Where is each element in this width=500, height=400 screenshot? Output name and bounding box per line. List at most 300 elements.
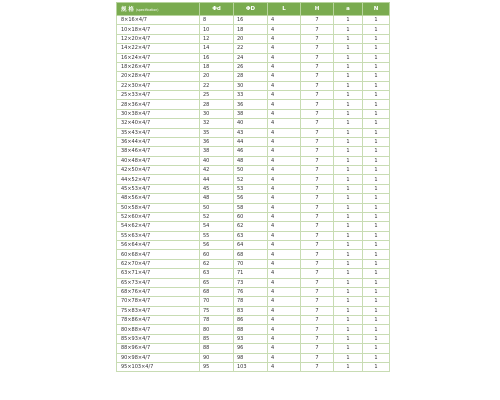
cell-n: 1 <box>363 44 390 53</box>
cell-h: 7 <box>301 344 334 353</box>
cell-l: 4 <box>268 287 301 296</box>
cell-inner-diameter: 95 <box>200 362 234 371</box>
cell-n: 1 <box>363 34 390 43</box>
cell-h: 7 <box>301 72 334 81</box>
table-row <box>117 334 390 343</box>
table-row <box>117 278 390 287</box>
cell-inner-diameter: 54 <box>200 222 234 231</box>
cell-l: 4 <box>268 222 301 231</box>
cell-l: 4 <box>268 362 301 371</box>
table-header-row <box>117 3 390 16</box>
cell-n: 1 <box>363 353 390 362</box>
cell-n: 1 <box>363 241 390 250</box>
cell-spec: 42×50×4/7 <box>117 166 200 175</box>
cell-a: 1 <box>334 325 363 334</box>
table-row <box>117 44 390 53</box>
table-row <box>117 287 390 296</box>
cell-spec: 68×76×4/7 <box>117 287 200 296</box>
cell-spec: 70×78×4/7 <box>117 297 200 306</box>
header-a: a <box>334 3 363 16</box>
cell-spec: 35×43×4/7 <box>117 128 200 137</box>
cell-l: 4 <box>268 16 301 25</box>
cell-spec: 95×103×4/7 <box>117 362 200 371</box>
table-row <box>117 259 390 268</box>
cell-spec: 18×26×4/7 <box>117 62 200 71</box>
cell-n: 1 <box>363 259 390 268</box>
cell-a: 1 <box>334 353 363 362</box>
cell-outer-diameter: 44 <box>234 137 268 146</box>
cell-spec: 56×64×4/7 <box>117 241 200 250</box>
cell-spec: 38×46×4/7 <box>117 147 200 156</box>
cell-n: 1 <box>363 53 390 62</box>
cell-spec: 48×56×4/7 <box>117 194 200 203</box>
cell-inner-diameter: 90 <box>200 353 234 362</box>
cell-n: 1 <box>363 344 390 353</box>
cell-n: 1 <box>363 231 390 240</box>
cell-outer-diameter: 46 <box>234 147 268 156</box>
cell-a: 1 <box>334 91 363 100</box>
cell-inner-diameter: 56 <box>200 241 234 250</box>
cell-h: 7 <box>301 62 334 71</box>
table-row <box>117 128 390 137</box>
cell-n: 1 <box>363 81 390 90</box>
table-row <box>117 166 390 175</box>
cell-a: 1 <box>334 16 363 25</box>
cell-h: 7 <box>301 334 334 343</box>
cell-n: 1 <box>363 147 390 156</box>
cell-inner-diameter: 8 <box>200 16 234 25</box>
cell-l: 4 <box>268 203 301 212</box>
cell-a: 1 <box>334 25 363 34</box>
cell-a: 1 <box>334 53 363 62</box>
cell-n: 1 <box>363 194 390 203</box>
table-row <box>117 250 390 259</box>
cell-l: 4 <box>268 34 301 43</box>
cell-l: 4 <box>268 344 301 353</box>
cell-spec: 75×83×4/7 <box>117 306 200 315</box>
cell-outer-diameter: 36 <box>234 100 268 109</box>
cell-l: 4 <box>268 72 301 81</box>
cell-outer-diameter: 50 <box>234 166 268 175</box>
cell-inner-diameter: 12 <box>200 34 234 43</box>
table-row <box>117 81 390 90</box>
table-row <box>117 325 390 334</box>
cell-inner-diameter: 44 <box>200 175 234 184</box>
cell-h: 7 <box>301 194 334 203</box>
cell-n: 1 <box>363 316 390 325</box>
table-row <box>117 156 390 165</box>
cell-h: 7 <box>301 25 334 34</box>
cell-inner-diameter: 45 <box>200 184 234 193</box>
cell-a: 1 <box>334 203 363 212</box>
cell-inner-diameter: 70 <box>200 297 234 306</box>
cell-n: 1 <box>363 72 390 81</box>
cell-inner-diameter: 18 <box>200 62 234 71</box>
cell-outer-diameter: 78 <box>234 297 268 306</box>
cell-outer-diameter: 64 <box>234 241 268 250</box>
cell-l: 4 <box>268 334 301 343</box>
cell-inner-diameter: 60 <box>200 250 234 259</box>
cell-a: 1 <box>334 184 363 193</box>
cell-h: 7 <box>301 81 334 90</box>
cell-a: 1 <box>334 81 363 90</box>
table-row <box>117 194 390 203</box>
cell-inner-diameter: 55 <box>200 231 234 240</box>
cell-h: 7 <box>301 44 334 53</box>
cell-a: 1 <box>334 147 363 156</box>
cell-spec: 55×63×4/7 <box>117 231 200 240</box>
table-row <box>117 344 390 353</box>
cell-l: 4 <box>268 259 301 268</box>
cell-spec: 78×86×4/7 <box>117 316 200 325</box>
cell-a: 1 <box>334 250 363 259</box>
table-row <box>117 175 390 184</box>
cell-outer-diameter: 63 <box>234 231 268 240</box>
cell-outer-diameter: 103 <box>234 362 268 371</box>
cell-outer-diameter: 30 <box>234 81 268 90</box>
cell-spec: 25×33×4/7 <box>117 91 200 100</box>
cell-spec: 90×98×4/7 <box>117 353 200 362</box>
cell-spec: 85×93×4/7 <box>117 334 200 343</box>
cell-h: 7 <box>301 362 334 371</box>
cell-a: 1 <box>334 259 363 268</box>
cell-a: 1 <box>334 175 363 184</box>
cell-inner-diameter: 88 <box>200 344 234 353</box>
header-spec-label: 规 格 <box>121 7 134 13</box>
table-row <box>117 100 390 109</box>
cell-n: 1 <box>363 137 390 146</box>
cell-a: 1 <box>334 316 363 325</box>
cell-h: 7 <box>301 325 334 334</box>
cell-a: 1 <box>334 241 363 250</box>
cell-outer-diameter: 38 <box>234 109 268 118</box>
table-row <box>117 16 390 25</box>
cell-outer-diameter: 22 <box>234 44 268 53</box>
table-row <box>117 109 390 118</box>
cell-outer-diameter: 16 <box>234 16 268 25</box>
table-row <box>117 306 390 315</box>
cell-n: 1 <box>363 306 390 315</box>
cell-inner-diameter: 63 <box>200 269 234 278</box>
cell-a: 1 <box>334 128 363 137</box>
cell-l: 4 <box>268 147 301 156</box>
cell-h: 7 <box>301 156 334 165</box>
cell-outer-diameter: 48 <box>234 156 268 165</box>
cell-l: 4 <box>268 109 301 118</box>
cell-a: 1 <box>334 137 363 146</box>
cell-h: 7 <box>301 119 334 128</box>
cell-spec: 40×48×4/7 <box>117 156 200 165</box>
table-row <box>117 222 390 231</box>
cell-l: 4 <box>268 184 301 193</box>
cell-n: 1 <box>363 269 390 278</box>
cell-spec: 36×44×4/7 <box>117 137 200 146</box>
cell-inner-diameter: 40 <box>200 156 234 165</box>
cell-a: 1 <box>334 100 363 109</box>
header-l: L <box>268 3 301 16</box>
cell-spec: 50×58×4/7 <box>117 203 200 212</box>
cell-a: 1 <box>334 62 363 71</box>
header-spec <box>117 3 200 16</box>
cell-h: 7 <box>301 231 334 240</box>
cell-inner-diameter: 42 <box>200 166 234 175</box>
cell-n: 1 <box>363 175 390 184</box>
table-row <box>117 72 390 81</box>
cell-a: 1 <box>334 156 363 165</box>
cell-l: 4 <box>268 316 301 325</box>
cell-h: 7 <box>301 241 334 250</box>
cell-outer-diameter: 40 <box>234 119 268 128</box>
cell-h: 7 <box>301 147 334 156</box>
table-row <box>117 137 390 146</box>
cell-a: 1 <box>334 287 363 296</box>
table-row <box>117 119 390 128</box>
cell-n: 1 <box>363 297 390 306</box>
cell-inner-diameter: 10 <box>200 25 234 34</box>
cell-inner-diameter: 22 <box>200 81 234 90</box>
cell-spec: 44×52×4/7 <box>117 175 200 184</box>
cell-n: 1 <box>363 109 390 118</box>
cell-spec: 22×30×4/7 <box>117 81 200 90</box>
table-row <box>117 212 390 221</box>
cell-a: 1 <box>334 269 363 278</box>
cell-l: 4 <box>268 53 301 62</box>
cell-inner-diameter: 20 <box>200 72 234 81</box>
cell-l: 4 <box>268 44 301 53</box>
cell-outer-diameter: 62 <box>234 222 268 231</box>
cell-h: 7 <box>301 297 334 306</box>
cell-l: 4 <box>268 25 301 34</box>
cell-outer-diameter: 58 <box>234 203 268 212</box>
cell-h: 7 <box>301 16 334 25</box>
cell-n: 1 <box>363 91 390 100</box>
cell-h: 7 <box>301 306 334 315</box>
cell-spec: 16×24×4/7 <box>117 53 200 62</box>
cell-outer-diameter: 68 <box>234 250 268 259</box>
cell-a: 1 <box>334 278 363 287</box>
cell-h: 7 <box>301 316 334 325</box>
cell-spec: 32×40×4/7 <box>117 119 200 128</box>
cell-inner-diameter: 78 <box>200 316 234 325</box>
cell-l: 4 <box>268 241 301 250</box>
cell-h: 7 <box>301 259 334 268</box>
cell-inner-diameter: 14 <box>200 44 234 53</box>
cell-l: 4 <box>268 353 301 362</box>
table-row <box>117 25 390 34</box>
table-row <box>117 353 390 362</box>
cell-spec: 20×28×4/7 <box>117 72 200 81</box>
cell-outer-diameter: 28 <box>234 72 268 81</box>
cell-spec: 88×96×4/7 <box>117 344 200 353</box>
cell-inner-diameter: 25 <box>200 91 234 100</box>
cell-spec: 45×53×4/7 <box>117 184 200 193</box>
cell-l: 4 <box>268 81 301 90</box>
cell-inner-diameter: 32 <box>200 119 234 128</box>
cell-outer-diameter: 76 <box>234 287 268 296</box>
table-body <box>117 16 390 372</box>
cell-a: 1 <box>334 334 363 343</box>
cell-inner-diameter: 65 <box>200 278 234 287</box>
cell-outer-diameter: 24 <box>234 53 268 62</box>
cell-outer-diameter: 33 <box>234 91 268 100</box>
cell-l: 4 <box>268 119 301 128</box>
cell-n: 1 <box>363 203 390 212</box>
cell-h: 7 <box>301 53 334 62</box>
cell-n: 1 <box>363 100 390 109</box>
cell-spec: 52×60×4/7 <box>117 212 200 221</box>
cell-n: 1 <box>363 212 390 221</box>
header-spec-sub: (specification) <box>135 8 159 12</box>
cell-a: 1 <box>334 344 363 353</box>
cell-spec: 54×62×4/7 <box>117 222 200 231</box>
table-row <box>117 362 390 371</box>
cell-inner-diameter: 35 <box>200 128 234 137</box>
cell-spec: 12×20×4/7 <box>117 34 200 43</box>
cell-a: 1 <box>334 306 363 315</box>
cell-h: 7 <box>301 34 334 43</box>
cell-l: 4 <box>268 212 301 221</box>
cell-spec: 62×70×4/7 <box>117 259 200 268</box>
cell-h: 7 <box>301 100 334 109</box>
cell-a: 1 <box>334 194 363 203</box>
cell-h: 7 <box>301 269 334 278</box>
cell-l: 4 <box>268 306 301 315</box>
cell-outer-diameter: 98 <box>234 353 268 362</box>
cell-a: 1 <box>334 34 363 43</box>
cell-inner-diameter: 38 <box>200 147 234 156</box>
cell-l: 4 <box>268 91 301 100</box>
cell-h: 7 <box>301 353 334 362</box>
cell-outer-diameter: 18 <box>234 25 268 34</box>
table-row <box>117 147 390 156</box>
cell-l: 4 <box>268 166 301 175</box>
cell-h: 7 <box>301 222 334 231</box>
cell-inner-diameter: 62 <box>200 259 234 268</box>
cell-a: 1 <box>334 72 363 81</box>
cell-l: 4 <box>268 100 301 109</box>
cell-inner-diameter: 36 <box>200 137 234 146</box>
cell-h: 7 <box>301 109 334 118</box>
cell-n: 1 <box>363 156 390 165</box>
cell-inner-diameter: 80 <box>200 325 234 334</box>
spec-table <box>116 2 390 372</box>
cell-a: 1 <box>334 222 363 231</box>
cell-a: 1 <box>334 166 363 175</box>
table-row <box>117 91 390 100</box>
cell-a: 1 <box>334 297 363 306</box>
header-n: N <box>363 3 390 16</box>
header-h: H <box>301 3 334 16</box>
cell-n: 1 <box>363 25 390 34</box>
cell-spec: 80×88×4/7 <box>117 325 200 334</box>
table-row <box>117 34 390 43</box>
cell-outer-diameter: 60 <box>234 212 268 221</box>
cell-spec: 14×22×4/7 <box>117 44 200 53</box>
cell-spec: 60×68×4/7 <box>117 250 200 259</box>
cell-n: 1 <box>363 166 390 175</box>
cell-n: 1 <box>363 334 390 343</box>
cell-outer-diameter: 86 <box>234 316 268 325</box>
table-row <box>117 53 390 62</box>
cell-outer-diameter: 71 <box>234 269 268 278</box>
cell-h: 7 <box>301 287 334 296</box>
cell-h: 7 <box>301 91 334 100</box>
cell-n: 1 <box>363 250 390 259</box>
header-outer-diameter: ΦD <box>234 3 268 16</box>
cell-outer-diameter: 96 <box>234 344 268 353</box>
cell-spec: 8×16×4/7 <box>117 16 200 25</box>
cell-h: 7 <box>301 128 334 137</box>
table-row <box>117 297 390 306</box>
cell-h: 7 <box>301 278 334 287</box>
table-row <box>117 316 390 325</box>
table-row <box>117 231 390 240</box>
cell-n: 1 <box>363 278 390 287</box>
cell-n: 1 <box>363 325 390 334</box>
cell-n: 1 <box>363 128 390 137</box>
table-row <box>117 241 390 250</box>
cell-inner-diameter: 30 <box>200 109 234 118</box>
cell-a: 1 <box>334 212 363 221</box>
cell-outer-diameter: 53 <box>234 184 268 193</box>
cell-spec: 65×73×4/7 <box>117 278 200 287</box>
spec-table-container <box>116 2 389 372</box>
cell-a: 1 <box>334 231 363 240</box>
cell-l: 4 <box>268 278 301 287</box>
cell-h: 7 <box>301 166 334 175</box>
cell-a: 1 <box>334 44 363 53</box>
table-row <box>117 269 390 278</box>
cell-l: 4 <box>268 194 301 203</box>
cell-outer-diameter: 70 <box>234 259 268 268</box>
header-inner-diameter: Φd <box>200 3 234 16</box>
cell-h: 7 <box>301 203 334 212</box>
cell-inner-diameter: 85 <box>200 334 234 343</box>
cell-l: 4 <box>268 231 301 240</box>
cell-outer-diameter: 43 <box>234 128 268 137</box>
cell-spec: 63×71×4/7 <box>117 269 200 278</box>
cell-h: 7 <box>301 137 334 146</box>
cell-spec: 10×18×4/7 <box>117 25 200 34</box>
table-row <box>117 203 390 212</box>
cell-inner-diameter: 48 <box>200 194 234 203</box>
cell-l: 4 <box>268 128 301 137</box>
table-row <box>117 62 390 71</box>
cell-inner-diameter: 16 <box>200 53 234 62</box>
cell-outer-diameter: 73 <box>234 278 268 287</box>
cell-l: 4 <box>268 325 301 334</box>
cell-outer-diameter: 56 <box>234 194 268 203</box>
cell-n: 1 <box>363 222 390 231</box>
cell-spec: 30×38×4/7 <box>117 109 200 118</box>
cell-spec: 28×36×4/7 <box>117 100 200 109</box>
cell-a: 1 <box>334 362 363 371</box>
cell-outer-diameter: 20 <box>234 34 268 43</box>
cell-outer-diameter: 93 <box>234 334 268 343</box>
cell-l: 4 <box>268 62 301 71</box>
cell-h: 7 <box>301 212 334 221</box>
cell-l: 4 <box>268 250 301 259</box>
cell-n: 1 <box>363 287 390 296</box>
cell-l: 4 <box>268 175 301 184</box>
cell-outer-diameter: 83 <box>234 306 268 315</box>
cell-n: 1 <box>363 184 390 193</box>
cell-l: 4 <box>268 137 301 146</box>
cell-l: 4 <box>268 297 301 306</box>
cell-n: 1 <box>363 16 390 25</box>
cell-outer-diameter: 26 <box>234 62 268 71</box>
cell-h: 7 <box>301 184 334 193</box>
